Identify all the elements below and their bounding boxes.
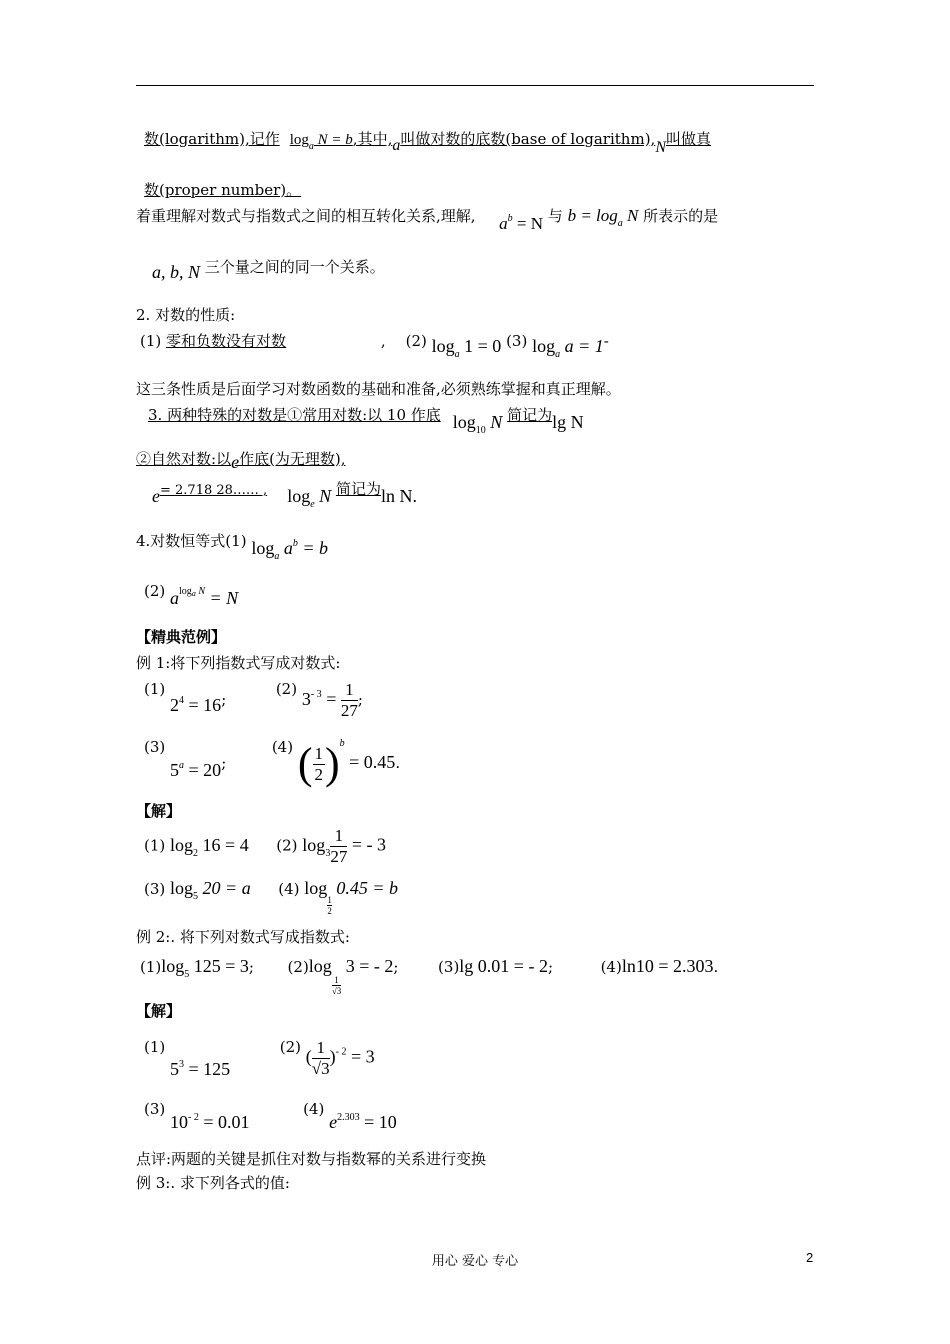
definition-line-2: 数(proper number)。 [144,181,302,199]
ex1-q3-label: (3) [144,738,166,756]
footer-motto: 用心 爱心 专心 [431,1254,519,1269]
props-line: (1) 零和负数没有对数 , (2) $\log_a 1 = 0$ (3) $\log_a a = 1-$ [140,332,609,360]
lg-n: lg N [552,412,584,432]
def-log-expr: $\log_a N = b$ [289,132,353,152]
example-3-title: 例 3:. 求下列各式的值: [136,1174,290,1192]
s2-4-label: (4) [303,1100,325,1118]
intro-eq1: $a^b = N$ [499,213,543,233]
special-heading: 3. 两种特殊的对数是①常用对数:以 10 作底 [148,406,441,424]
s1-2-expr: $\log_3$ [302,834,331,859]
identity-1-expr: $\log_a a^b = b$ [251,538,329,562]
identity-2-expr: $a^{log_a N} = N$ [170,586,239,608]
prop1-label: (1) [140,332,162,350]
ex2-q2-label: (2) [287,958,309,976]
prop2-expr: $\log_a 1 = 0$ [431,336,502,360]
ex1-q2-label: (2) [275,680,298,698]
s1-1-label: (1) [144,836,166,855]
page-number: 2 [806,1250,814,1265]
s1-3-expr: $\log_5 20 = a$ [170,878,251,902]
intro-text: 着重理解对数式与指数式之间的相互转化关系,理解, [136,207,476,225]
ex2-q1-label: (1) [140,958,162,976]
e-digits: = 2.718 28…… , [160,483,268,498]
example-2-row: $(1)\log_5$ 125 = 3; (2)log $\frac{1}{√3}$ 3 = - 2; (3)lg 0.01 = - 2; (4)ln10 = 2.303. [140,956,719,996]
header-rule [136,85,814,86]
comment: 点评:两题的关键是抓住对数与指数幂的关系进行变换 [136,1150,487,1168]
identity-line-1 [136,530,328,562]
prop1-text: 零和负数没有对数 [166,332,287,350]
solution-2-row-1: (1) $5^3 = 125$ (2) ( $\frac{1}{√3}$ )$^{- 2}$ = 3 [144,1038,375,1079]
s2-2-label: (2) [279,1038,301,1056]
ex1-q2-sep: ; [357,690,363,709]
ex1-q3-sep: ; [221,754,227,772]
prop3-label: (3) [506,332,528,350]
ex2-q2-expr: log $\frac{1}{√3}$ 3 = - 2 [308,956,394,996]
ex1-q1-label: (1) [144,680,166,698]
ln-log-expr: $\log_e N$ [287,486,332,510]
intro-text-2: 所表示的是 [643,207,719,225]
ex2-q4-expr: ln10 = 2.303 [621,956,714,976]
ex2-q4-label: (4) [600,958,622,976]
ln-n: ln N [380,486,413,506]
definition-line-1 [144,128,711,157]
jianji-1: 简记为 [507,406,553,424]
ex2-q3-expr: lg 0.01 = - 2 [459,956,548,976]
intro-text-3: 三个量之间的同一个关系。 [204,258,385,276]
natural-text-2: 作底(为无理数), [239,450,346,468]
intro-yu: 与 [547,207,563,225]
examples-title: 【精典范例】 [136,628,227,646]
jianji-2: 简记为 [335,480,381,498]
ex2-q1-expr: $\log_5 125 = 3$ [161,956,249,980]
s1-1-expr: $\log_2 16 = 4$ [170,834,249,859]
identity-line-2 [144,582,238,609]
identity-heading: 4.对数恒等式(1) [136,532,247,550]
solution-1-row-1: (1) $\log_2 16 = 4$ (2) $\log_3$ $\frac{1}{27}$ = - 3 [144,826,386,866]
ex1-q4-rest: = 0.45 [344,752,396,772]
e-var: e [231,452,240,472]
def-text-3: 叫做对数的底数(base of logarithm), [400,130,656,148]
props-heading: 2. 对数的性质: [136,306,236,324]
solution-2-row-2 [144,1100,397,1133]
def-text-2: ,其中, [352,130,393,148]
s2-1-expr: $5^3 = 125$ [170,1058,231,1079]
dot: . [412,486,417,506]
identity-2-label: (2) [144,582,166,600]
intro-line-2 [152,256,385,283]
ex1-q1-expr: $2^4 = 16$ [170,694,222,715]
ex1-q1-sep: ; [221,690,227,709]
solution-1-title: 【解】 [136,802,182,820]
def-text: 数(logarithm),记作 [144,130,280,148]
props-summary: 这三条性质是后面学习对数函数的基础和准备,必须熟练掌握和真正理解。 [136,380,621,398]
ex1-q3-expr: $5^a = 20$ [170,760,222,780]
prop2-label: (2) [405,332,427,350]
example-1-title: 例 1:将下列指数式写成对数式: [136,654,341,672]
s2-3-label: (3) [144,1100,166,1118]
s1-4-label: (4) [278,880,300,898]
ex1-q4-label: (4) [271,738,294,756]
special-line-1 [148,404,584,436]
solution-1-row-2 [144,878,398,916]
solution-2-title: 【解】 [136,1002,182,1020]
common-log-expr: $\log_{10} N$ [452,412,503,436]
prop3-tail: - [603,332,609,350]
prop3-expr: $\log_a a = 1$ [532,336,604,360]
ex1-q4-sep: . [395,754,401,772]
intro-eq2: $b = \log_a N$ [567,206,639,229]
s2-3-expr: $10^{- 2} = 0.01$ [170,1112,250,1132]
s1-3-label: (3) [144,880,166,898]
def-text-4: 叫做真 [665,130,711,148]
intro-vars: a, b, N [152,262,201,282]
example-2-title: 例 2:. 将下列对数式写成指数式: [136,928,350,946]
example-1-row-2: (3) $5^a = 20$; (4) ( $\frac{1}{2}$ )$^b$ = 0.45. [144,738,401,788]
intro-line [136,205,718,234]
var-a: a [392,137,401,154]
special-line-2 [136,448,346,473]
s1-4-expr: log $\frac{1}{2}$ 0.45 = b [304,878,398,916]
s2-2-rest: = 3 [346,1046,375,1067]
s2-4-expr: $e^{2.303} = 10$ [329,1112,397,1132]
var-n: N [655,139,666,156]
example-1-row-1: (1) $2^4 = 16$; (2) $3^{- 3}$ = $\frac{1}{27}$ ; [144,680,363,720]
natural-text: ②自然对数:以 [136,450,232,468]
ex2-q3-label: (3) [438,958,460,976]
e-val: e [152,486,160,506]
s2-1-label: (1) [144,1038,166,1056]
s1-2-label: (2) [276,836,298,855]
special-line-3 [152,478,417,510]
ex1-q2-expr: $3^{- 3}$ = [301,688,341,709]
